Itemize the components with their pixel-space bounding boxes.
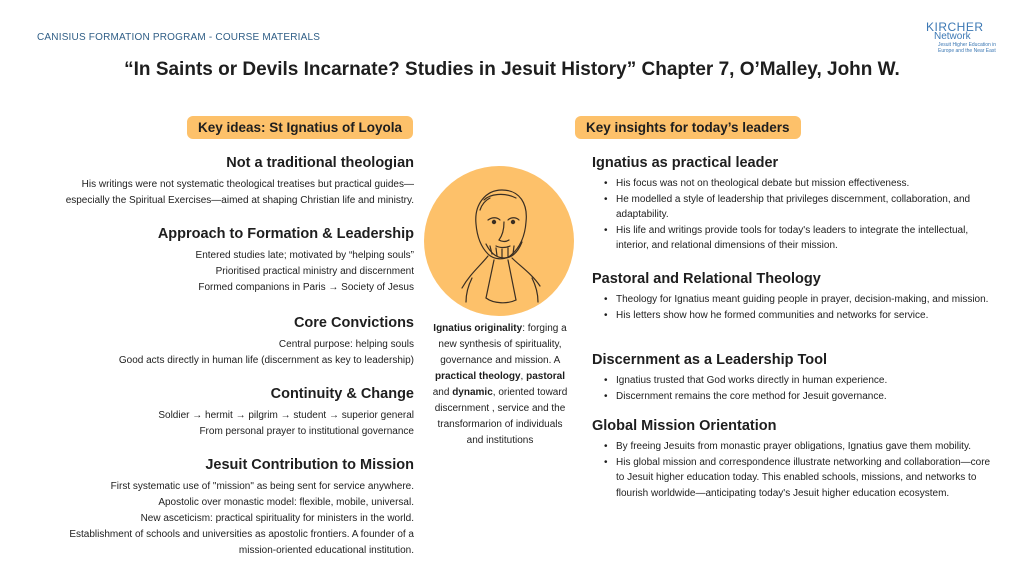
section-not-traditional-theologian bbox=[14, 155, 414, 209]
bullet-item: • His focus was not on theological debate but mission effectiveness. bbox=[616, 176, 992, 192]
program-label: CANISIUS FORMATION PROGRAM - COURSE MATERIALS bbox=[37, 32, 321, 43]
section-global-mission bbox=[592, 418, 992, 501]
section-heading: Not a traditional theologian bbox=[226, 155, 414, 171]
section-heading: Ignatius as practical leader bbox=[592, 155, 779, 171]
pastoral-label: pastoral bbox=[526, 371, 566, 382]
logo-line-1: KIRCHER bbox=[926, 20, 984, 34]
bullet-item: • By freeing Jesuits from monastic prayer obligations, Ignatius gave them mobility. bbox=[616, 439, 992, 455]
bullet-list bbox=[592, 292, 992, 323]
practical-theology-prefix: A bbox=[553, 355, 560, 366]
page-title: “In Saints or Devils Incarnate? Studies in Jesuit History” Chapter 7, O’Malley, John W. bbox=[124, 59, 900, 80]
section-core-convictions bbox=[14, 315, 414, 369]
bullet-item: • Ignatius trusted that God works directly in human experience. bbox=[616, 373, 992, 389]
section-heading: Discernment as a Leadership Tool bbox=[592, 352, 828, 368]
section-line: From personal prayer to institutional governance bbox=[199, 426, 414, 437]
section-line: Good acts directly in human life (discernment as key to leadership) bbox=[118, 355, 414, 366]
section-line: Central purpose: helping souls bbox=[278, 339, 414, 350]
section-heading: Approach to Formation & Leadership bbox=[157, 226, 414, 242]
section-line: His writings were not systematic theological treatises but practical guides— bbox=[81, 179, 414, 190]
section-heading: Core Convictions bbox=[293, 315, 414, 331]
logo-line-3: Jesuit Higher Education in Europe and the Near East bbox=[938, 42, 997, 54]
section-line: mission-oriented educational institution. bbox=[238, 545, 414, 556]
section-continuity-change bbox=[14, 386, 414, 440]
section-heading: Jesuit Contribution to Mission bbox=[205, 457, 414, 473]
section-line: Entered studies late; motivated by “helping souls” bbox=[195, 250, 414, 261]
bullet-item: • He modelled a style of leadership that privileges discernment, collaboration, and adaptability. bbox=[616, 192, 992, 223]
bullet-item: • Discernment remains the core method for Jesuit governance. bbox=[616, 389, 992, 405]
bullet-list bbox=[592, 439, 992, 501]
section-practical-leader bbox=[592, 155, 992, 254]
bullet-list bbox=[592, 373, 992, 404]
section-line: Apostolic over monastic model: flexible, mobile, universal. bbox=[158, 497, 414, 508]
ignatius-portrait-icon bbox=[424, 166, 574, 316]
section-line: New asceticism: practical spirituality for ministers in the world. bbox=[140, 513, 414, 524]
section-line: Soldier → hermit → pilgrim → student → superior general bbox=[158, 410, 414, 421]
practical-theology-label: practical theology bbox=[434, 371, 521, 382]
bullet-item: • His life and writings provide tools for today's leaders to integrate the intellectual, interior, and relational dimensions of their mission. bbox=[616, 223, 992, 254]
key-insights-pill: Key insights for today’s leaders bbox=[575, 116, 801, 139]
section-line: Establishment of schools and universities as apostolic frontiers. A founder of a bbox=[69, 529, 414, 540]
and-text: and bbox=[432, 387, 453, 398]
section-heading: Continuity & Change bbox=[270, 386, 414, 402]
section-line: First systematic use of "mission" as being sent for service anywhere. bbox=[110, 481, 414, 492]
orientation-text: , oriented toward discernment , service and the transformarion of individuals and institutions bbox=[434, 387, 568, 446]
dynamic-label: dynamic bbox=[452, 387, 493, 398]
ignatius-originality-text bbox=[430, 321, 570, 449]
originality-text: : forging a new synthesis of spirituality, governance and mission. bbox=[438, 323, 567, 366]
kircher-network-logo bbox=[926, 20, 996, 60]
separator-text: , bbox=[520, 371, 527, 382]
key-ideas-pill: Key ideas: St Ignatius of Loyola bbox=[187, 116, 413, 139]
section-formation-leadership bbox=[14, 226, 414, 296]
section-pastoral-relational bbox=[592, 271, 992, 323]
section-heading: Global Mission Orientation bbox=[592, 418, 777, 434]
bullet-item: • His letters show how he formed communities and networks for service. bbox=[616, 308, 992, 324]
bullet-item: • His global mission and correspondence illustrate networking and collaboration—core to Jesuit higher education today. This enabled schools, missions, and networks to flourish worldwide—anticipating today's Jesuit higher education ecosystem. bbox=[616, 455, 992, 502]
bullet-list bbox=[592, 176, 992, 254]
section-line: Prioritised practical ministry and discernment bbox=[215, 266, 414, 277]
section-jesuit-contribution bbox=[14, 457, 414, 559]
section-line: especially the Spiritual Exercises—aimed at shaping Christian life and ministry. bbox=[65, 195, 414, 206]
section-heading: Pastoral and Relational Theology bbox=[592, 271, 821, 287]
section-discernment bbox=[592, 352, 992, 404]
section-line: Formed companions in Paris → Society of Jesus bbox=[198, 282, 414, 293]
originality-label: Ignatius originality bbox=[433, 323, 523, 334]
logo-line-2: Network bbox=[934, 31, 971, 42]
bullet-item: • Theology for Ignatius meant guiding people in prayer, decision-making, and mission. bbox=[616, 292, 992, 308]
